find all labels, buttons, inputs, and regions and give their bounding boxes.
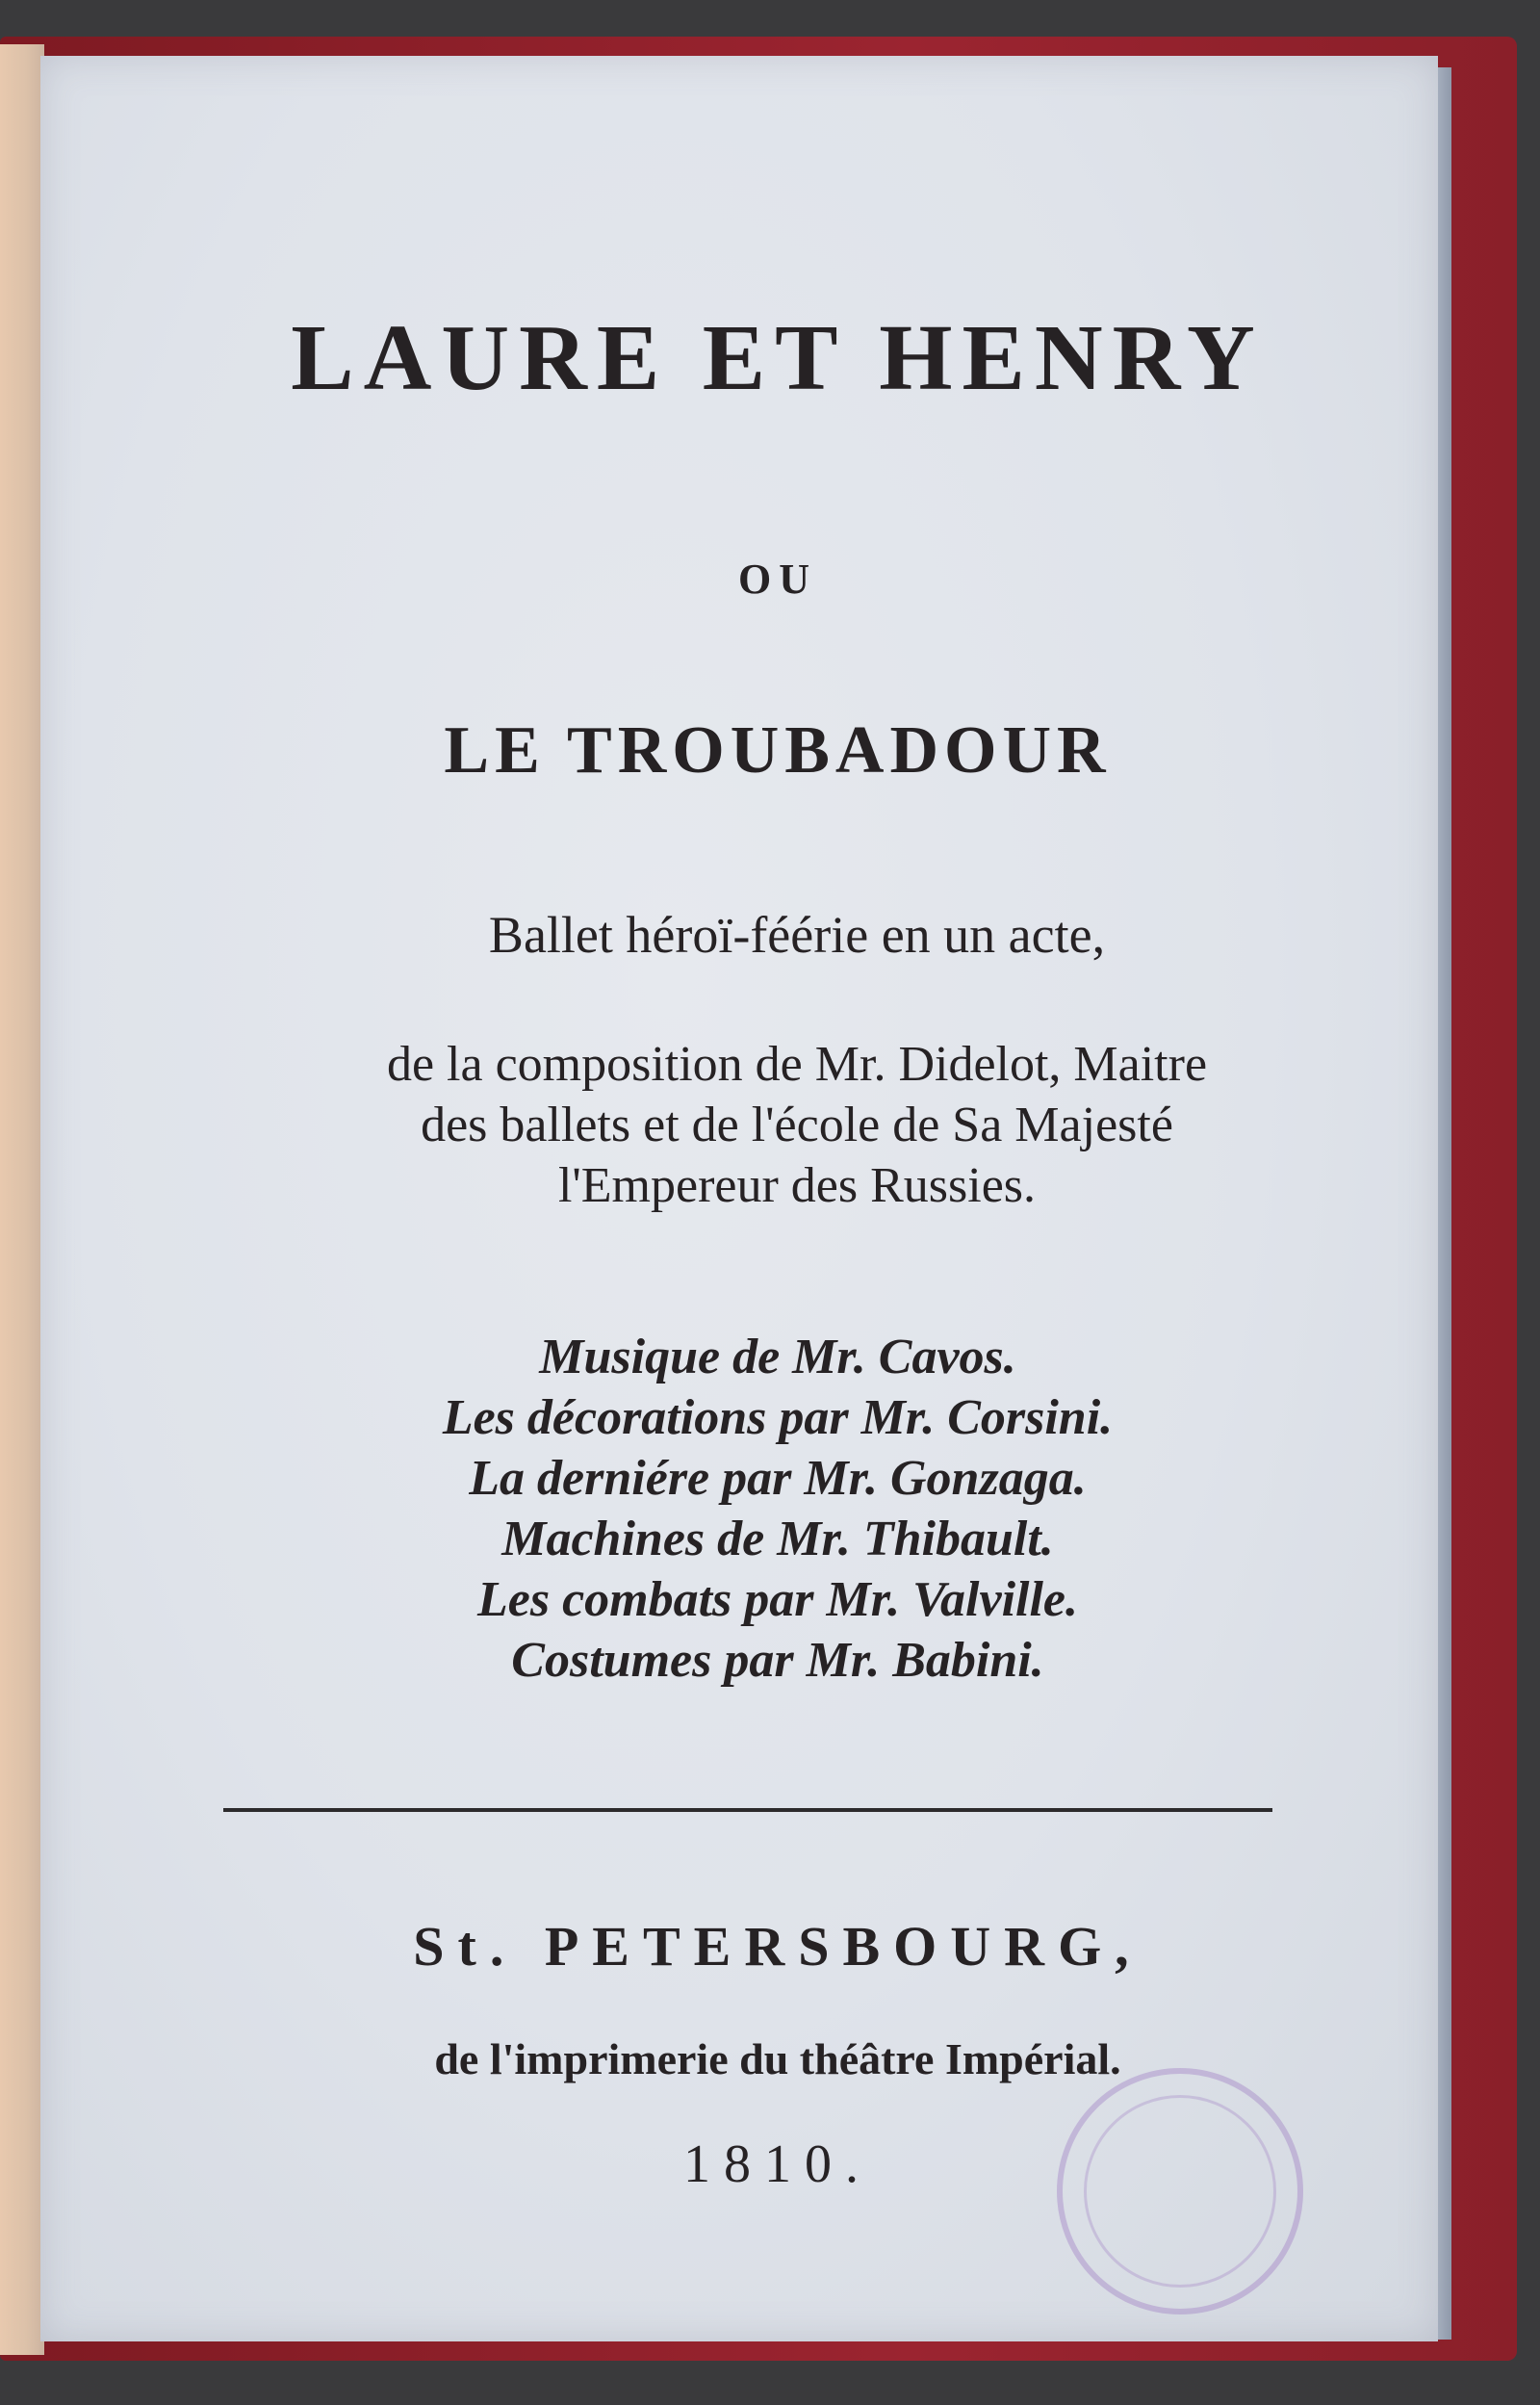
credit-line: La derniére par Mr. Gonzaga. [469, 1451, 1087, 1506]
publication-year: 1810. [683, 2134, 872, 2194]
library-stamp [1057, 2068, 1303, 2314]
author-line: de la composition de Mr. Didelot, Maitre [386, 1037, 1208, 1092]
publication-city: St. PETERSBOURG, [413, 1915, 1142, 1978]
library-stamp-inner-ring [1084, 2095, 1276, 2288]
book-subtitle: LE TROUBADOUR [444, 713, 1112, 788]
credit-line: Costumes par Mr. Babini. [511, 1633, 1044, 1688]
author-block [98, 1034, 1496, 1216]
credit-line: Les combats par Mr. Valville. [477, 1572, 1078, 1627]
author-line: l'Empereur des Russies. [557, 1158, 1037, 1213]
credit-line: Machines de Mr. Thibault. [501, 1512, 1054, 1566]
title-page [40, 56, 1438, 2341]
title-conjunction: OU [738, 556, 817, 603]
imprint-line: de l'imprimerie du théâtre Impérial. [434, 2034, 1121, 2083]
facing-page-edge [0, 44, 44, 2355]
credit-line: Les décorations par Mr. Corsini. [442, 1390, 1114, 1445]
genre-line: Ballet héroï-féérie en un acte, [488, 906, 1106, 964]
credit-line: Musique de Mr. Cavos. [539, 1330, 1016, 1384]
horizontal-rule [223, 1808, 1272, 1812]
book-title: LAURE ET HENRY [291, 306, 1265, 410]
author-line: des ballets et de l'école de Sa Majesté [421, 1098, 1173, 1152]
credits-block [79, 1327, 1476, 1691]
